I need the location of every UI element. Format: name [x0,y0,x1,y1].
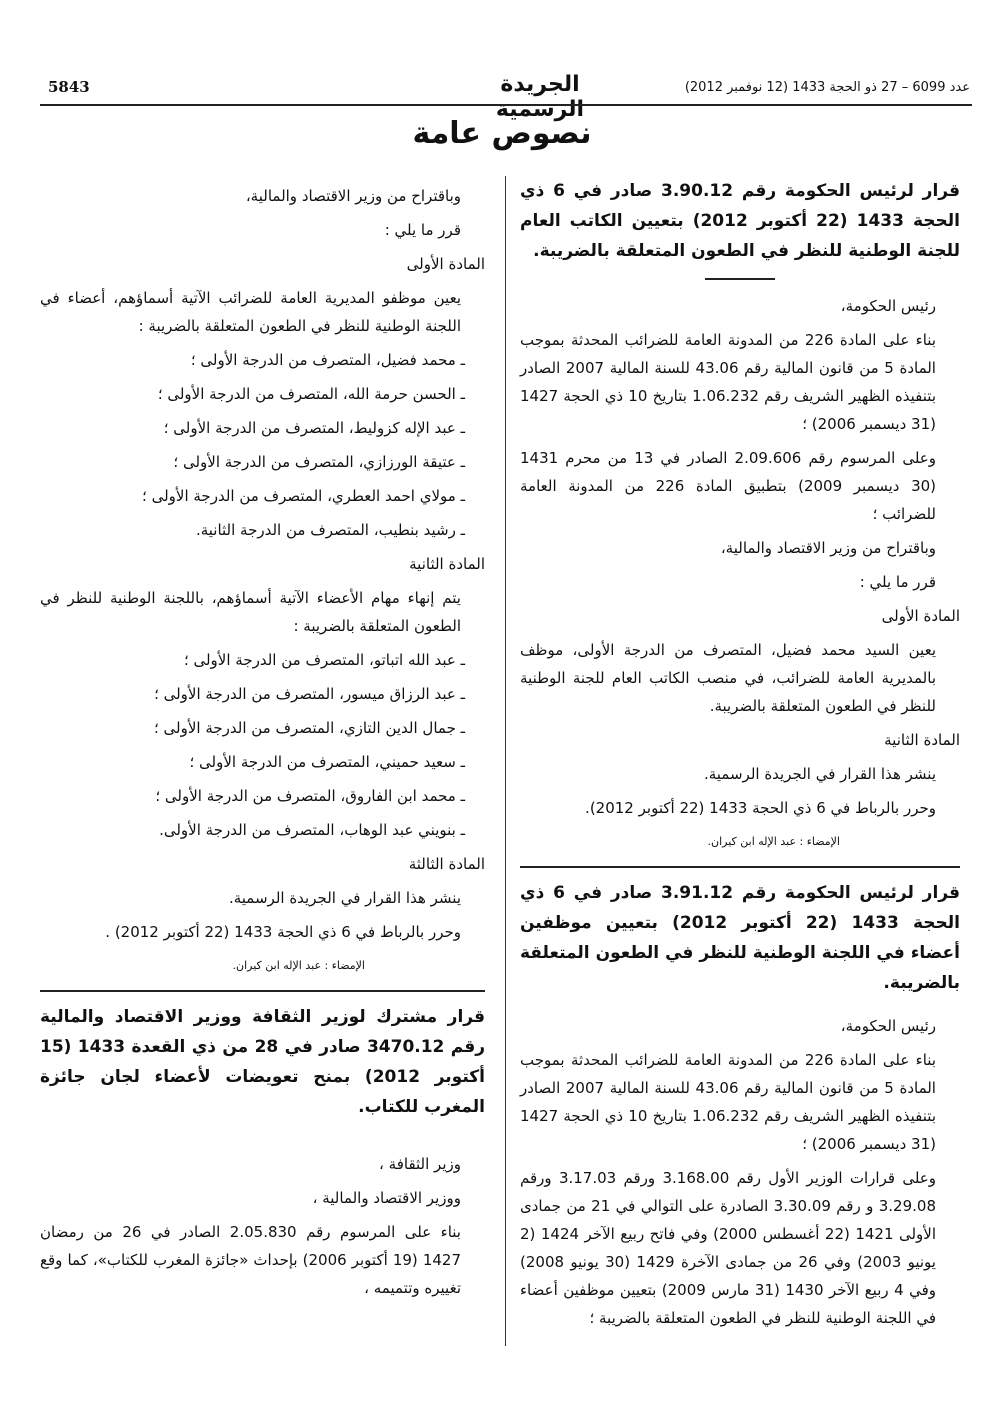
cont-article3: ينشر هذا القرار في الجريدة الرسمية. [228,889,461,907]
decree1-decides: قرر ما يلي : [859,573,936,591]
cont-article3-heading: المادة الثالثة [408,855,485,873]
decree2-title: قرار لرئيس الحكومة رقم 3.91.12 صادر في 6 ذي الحجة 1433 (22 أكتوبر 2012) بتعيين موظفين أعضاء في اللجنة الوطنية للنظر في الطعون المتعلقة بالضريبة. [520,883,960,993]
header-rule [40,104,972,106]
appointees-list [40,346,485,544]
left-column [40,182,485,1308]
decree1-signature: الإمضاء : عبد الإله ابن كيران. [707,835,840,848]
decree1-para3: وباقتراح من وزير الاقتصاد والمالية، [720,539,936,557]
list-item: ـ جمال الدين التازي، المتصرف من الدرجة الأولى ؛ [153,719,465,737]
decree3-para1: بناء على المرسوم رقم 2.05.830 الصادر في 26 من رمضان 1427 (19 أكتوبر 2006) بإحداث «جائزة المغرب للكتاب»، كما وقع تغييره وتتميمه ، [40,1223,461,1297]
decree3-issuer1: وزير الثقافة ، [379,1155,461,1173]
decree2-issuer: رئيس الحكومة، [840,1017,936,1035]
decree1-article1: يعين السيد محمد فضيل، المتصرف من الدرجة الأولى، موظف بالمديرية العامة للضرائب، في منصب الكاتب العام للجنة الوطنية للنظر في الطعون المتعلقة بالضريبة. [520,641,936,715]
cont-article2: يتم إنهاء مهام الأعضاء الآتية أسماؤهم، باللجنة الوطنية للنظر في الطعون المتعلقة بالضريبة : [40,589,461,635]
decree1-title: قرار لرئيس الحكومة رقم 3.90.12 صادر في 6 ذي الحجة 1433 (22 أكتوبر 2012) بتعيين الكاتب العام للجنة الوطنية للنظر في الطعون المتعلقة بالضريبة. [520,181,960,261]
decree2-para2: وعلى قرارات الوزير الأول رقم 3.168.00 ورقم 3.17.03 ورقم 3.29.08 و رقم 3.30.09 الصادرة على التوالي في 21 من جمادى الأولى 1421 (22 أغسطس 2000) وفي فاتح ربيع الآخر 1424 (2 يونيو 2003) وفي 26 من جمادى الآخرة 1429 (30 يونيو 2008) وفي 4 ربيع الآخر 1430 (31 مارس 2009) بتعيين موظفين أعضاء في اللجنة الوطنية للنظر في الطعون المتعلقة بالضريبة ؛ [520,1169,937,1327]
issue-info: عدد 6099 – 27 ذو الحجة 1433 (12 نوفمبر 2012) [684,80,970,95]
decree-separator [40,990,485,992]
decree1-done-at: وحرر بالرباط في 6 ذي الحجة 1433 (22 أكتوبر 2012). [585,799,936,817]
gazette-name: الجريدة الرسمية [495,72,585,122]
list-item: ـ محمد ابن الفاروق، المتصرف من الدرجة الأولى ؛ [155,787,465,805]
column-divider [505,176,506,1346]
cont-article1-heading: المادة الأولى [406,255,485,273]
list-item: ـ الحسن حرمة الله، المتصرف من الدرجة الأولى ؛ [157,385,465,403]
decree1-article1-heading: المادة الأولى [881,607,960,625]
cont-done-at: وحرر بالرباط في 6 ذي الحجة 1433 (22 أكتوبر 2012) . [105,923,461,941]
list-item: ـ مولاي احمد العطري، المتصرف من الدرجة الأولى ؛ [142,487,465,505]
decree1-issuer: رئيس الحكومة، [840,297,936,315]
list-item: ـ عبد الله اتباتو، المتصرف من الدرجة الأولى ؛ [183,651,465,669]
decree1-para2: وعلى المرسوم رقم 2.09.606 الصادر في 13 من محرم 1431 (30 ديسمبر 2009) بتطبيق المادة 226 من المدونة العامة للضرائب ؛ [520,449,937,523]
decree2-para1: بناء على المادة 226 من المدونة العامة للضرائب المحدثة بموجب المادة 5 من قانون المالية رقم 43.06 للسنة المالية 2007 الصادر بتنفيذه الظهير الشريف رقم 1.06.232 بتاريخ 10 ذي الحجة 1427 (31 ديسمبر 2006) ؛ [520,1051,936,1153]
decree1-para1: بناء على المادة 226 من المدونة العامة للضرائب المحدثة بموجب المادة 5 من قانون المالية رقم 43.06 للسنة المالية 2007 الصادر بتنفيذه الظهير الشريف رقم 1.06.232 بتاريخ 10 ذي الحجة 1427 (31 ديسمبر 2006) ؛ [520,331,936,433]
terminated-list [40,646,485,844]
section-title: نصوص عامة [412,116,592,151]
page-header [40,72,970,122]
list-item: ـ سعيد حميني، المتصرف من الدرجة الأولى ؛ [189,753,465,771]
decree1-article2-heading: المادة الثانية [884,731,960,749]
decree3-issuer2: ووزير الاقتصاد والمالية ، [312,1189,461,1207]
decree3-title: قرار مشترك لوزير الثقافة ووزير الاقتصاد والمالية رقم 3470.12 صادر في 28 من ذي القعدة 1433 (15 أكتوبر 2012) بمنح تعويضات لأعضاء لجان جائزة المغرب للكتاب. [40,1007,485,1117]
page-number: 5843 [48,78,90,96]
list-item: ـ رشيد بنطيب، المتصرف من الدرجة الثانية. [195,521,465,539]
cont-decides: قرر ما يلي : [384,221,461,239]
list-item: ـ عبد الرزاق ميسور، المتصرف من الدرجة الأولى ؛ [154,685,465,703]
cont-article1: يعين موظفو المديرية العامة للضرائب الآتية أسماؤهم، أعضاء في اللجنة الوطنية للنظر في الطعون المتعلقة بالضريبة : [40,289,461,335]
decree1-article2: ينشر هذا القرار في الجريدة الرسمية. [703,765,936,783]
cont-para1: وباقتراح من وزير الاقتصاد والمالية، [245,187,461,205]
list-item: ـ عتيقة الورزازي، المتصرف من الدرجة الأولى ؛ [173,453,465,471]
right-column [520,176,960,1338]
cont-article2-heading: المادة الثانية [409,555,485,573]
separator-rule [705,278,775,280]
list-item: ـ عبد الإله كزوليط، المتصرف من الدرجة الأولى ؛ [163,419,465,437]
cont-signature: الإمضاء : عبد الإله ابن كيران. [232,959,365,972]
list-item: ـ بنويني عبد الوهاب، المتصرف من الدرجة الأولى. [159,821,465,839]
decree-separator [520,866,960,868]
list-item: ـ محمد فضيل، المتصرف من الدرجة الأولى ؛ [190,351,465,369]
